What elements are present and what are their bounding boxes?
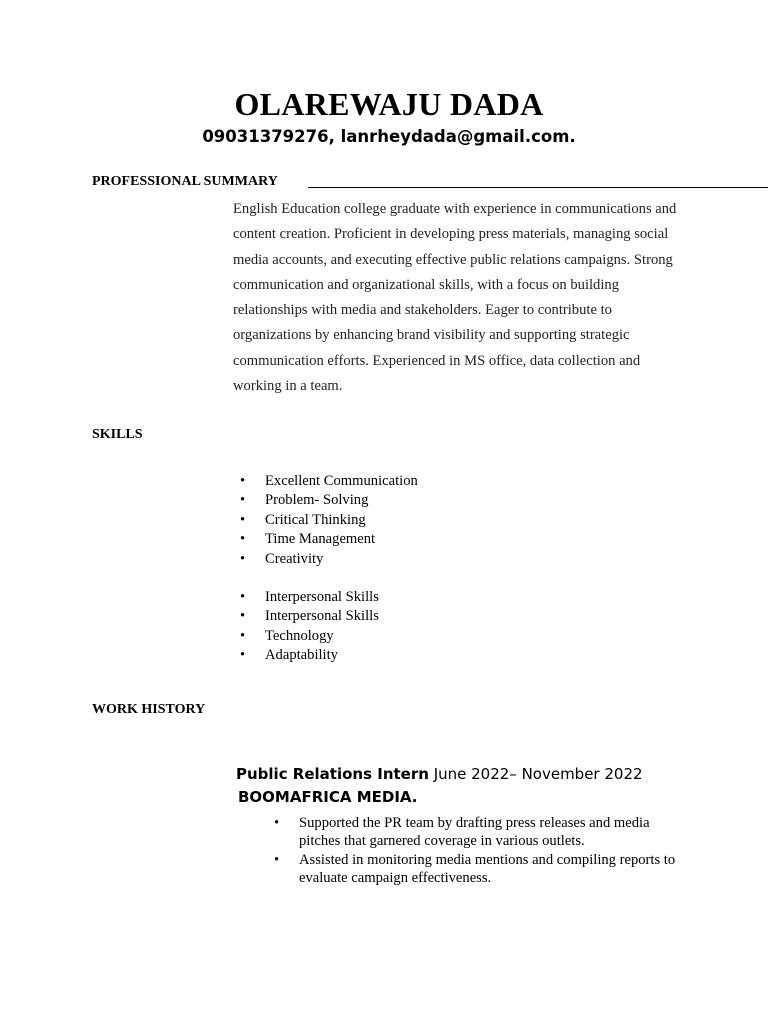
- skill-label: Adaptability: [265, 647, 338, 664]
- skill-item: [240, 646, 379, 665]
- skill-label: Excellent Communication: [265, 473, 418, 489]
- bullet: •: [240, 511, 246, 528]
- bullet: •: [240, 473, 246, 489]
- skill-label: Interpersonal Skills: [265, 589, 379, 605]
- skill-label: Creativity: [265, 550, 324, 567]
- bullet: •: [274, 852, 280, 868]
- skill-item: [240, 627, 379, 646]
- job-dates: June 2022– November 2022: [428, 765, 643, 783]
- bullet: •: [240, 627, 246, 644]
- skill-label: Critical Thinking: [265, 511, 366, 528]
- skill-item: [240, 550, 418, 569]
- skill-item: [240, 472, 418, 491]
- skill-item: [240, 511, 418, 530]
- duty-item: [274, 852, 684, 887]
- skill-label: Time Management: [265, 531, 376, 548]
- skill-item: [240, 588, 379, 607]
- contact-info: 09031379276, lanrheydada@gmail.com.: [202, 127, 576, 146]
- skill-label: Interpersonal Skills: [265, 608, 379, 625]
- bullet: •: [240, 608, 246, 625]
- bullet: •: [240, 647, 246, 664]
- bullet: •: [240, 550, 246, 567]
- work-history-heading: WORK HISTORY: [92, 702, 206, 717]
- duty-text: Supported the PR team by drafting press releases and media pitches that garnered coverage in various outlets.: [299, 815, 650, 849]
- bullet: •: [240, 589, 246, 605]
- heading-divider: [308, 187, 768, 188]
- job-duties-list: [274, 815, 684, 889]
- skills-list-primary: [240, 472, 418, 569]
- professional-summary-text: English Education college graduate with experience in communications and content creation. Proficient in developing press materials, managing social media accounts, and executing effective public relations campaigns. Strong communication and organizational skills, with a focus on building relationships with media and stakeholders. Eager to contribute to organizations by enhancing brand visibility and supporting strategic communication efforts. Experienced in MS office, data collection and working in a team.: [233, 201, 677, 395]
- skill-item: [240, 491, 418, 510]
- duty-item: [274, 815, 684, 850]
- skill-label: Problem- Solving: [265, 492, 369, 509]
- skills-heading: SKILLS: [92, 427, 143, 442]
- professional-summary-heading: PROFESSIONAL SUMMARY: [92, 174, 278, 189]
- job-title: Public Relations Intern: [236, 765, 429, 783]
- candidate-name: OLAREWAJU DADA: [234, 86, 544, 122]
- skill-item: [240, 607, 379, 626]
- bullet: •: [274, 815, 280, 831]
- bullet: •: [240, 531, 246, 548]
- skill-item: [240, 530, 418, 549]
- skills-list-secondary: [240, 588, 379, 666]
- skill-label: Technology: [265, 627, 334, 644]
- company-name: BOOMAFRICA MEDIA.: [238, 788, 418, 806]
- duty-text: Assisted in monitoring media mentions and compiling reports to evaluate campaign effectiveness.: [299, 852, 676, 886]
- bullet: •: [240, 492, 246, 509]
- job-title-line: [236, 765, 643, 783]
